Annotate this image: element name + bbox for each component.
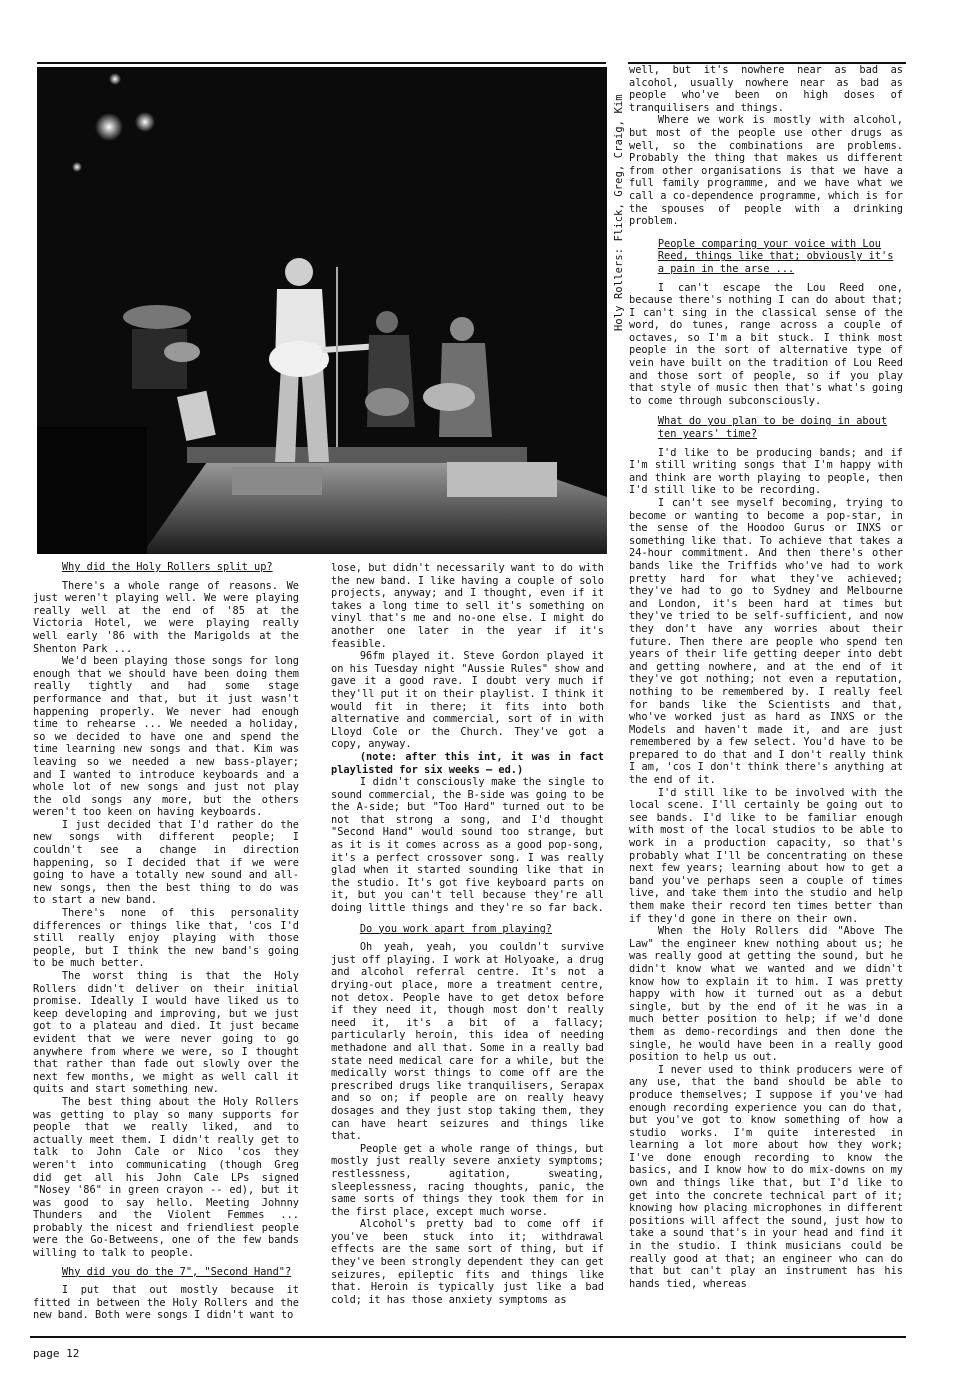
answer-paragraph: I'd still like to be involved with the local scene. I'll certainly be going out to see bands. I'd like to be familiar enough with most of the local studios to be able to work in a production capacity, so that's probably what I'll be concentrating on these next few years; learning about how to get a band you've perhaps seen a couple of times live, and take them into the studio and help them make their record ten times better than if they'd gone in there on their own. [629, 786, 903, 925]
answer-paragraph: lose, but didn't necessarily want to do with the new band. I like having a couple of solo projects, anyway; and I thought, even if it takes a long time to sell it's something on vinyl that's me and no-one else. I might do another one later in the year if it's feasible. [331, 562, 604, 650]
question-heading: Why did you do the 7", "Second Hand"? [61, 1265, 292, 1278]
question-heading: Why did the Holy Rollers split up? [61, 561, 273, 573]
bottom-rule [30, 1336, 906, 1338]
column-3 [629, 64, 903, 1290]
answer-paragraph: I didn't consciously make the single to sound commercial, the B-side was going to be the A-side; but "Too Hard" turned out to be not that strong a song, and I'd thought "Second Hand" would sound too strange, but as it is it comes across as a good pop-song, it's a perfect crossover song. I was really glad when it started sounding like that in the studio. It's got five keyboard parts on it, but you can't tell because they're all doing little things and they're so far back. [331, 776, 604, 915]
stage-light-1 [95, 113, 123, 141]
photo-caption-vertical [613, 66, 627, 331]
answer-paragraph: There's none of this personality differences or things like that, 'cos I'd still really enjoy playing with those people, but I think the new band's going to be much better. [33, 907, 299, 970]
answer-paragraph: When the Holy Rollers did "Above The Law" the engineer knew nothing about us; he was really good at getting the sound, but he didn't know what we wanted and we didn't know how to explain it to him. I was pretty happy with how it turned out as a debut single, but by the end of it he was in a much better position to help; if we'd done them as demo-recordings and then done the single, he would have been in a really good position to help us out. [629, 925, 903, 1064]
answer-paragraph: well, but it's nowhere near as bad as alcohol, usually nowhere near as bad as people who've been on high doses of tranquilisers and things. [629, 64, 903, 114]
answer-paragraph: I can't escape the Lou Reed one, because there's nothing I can do about that; I can't sing in the classical sense of the word, do tunes, range across a couple of octaves, so I'm a bit stuck. I think most people in the sort of alternative type of vein have built on the tradition of Lou Reed and those sort of people, so if you play that style of music then that's what's going to come through subconsciously. [629, 281, 903, 407]
stage-light-2 [135, 112, 155, 132]
column-2 [331, 562, 604, 1306]
band-photo [37, 67, 607, 554]
drum-kit [123, 305, 191, 329]
answer-paragraph: 96fm played it. Steve Gordon played it on his Tuesday night "Aussie Rules" show and gave it a good rave. I doubt very much if they'll put it on their playlist. I think it would fit in there; it fits into both alternative and commercial, sort of in with Lloyd Cole or the Church. They've got a copy, anyway. [331, 650, 604, 751]
answer-paragraph: I'd like to be producing bands; and if I'm still writing songs that I'm happy with and think are worth playing to people, then I'd still like to be recording. [629, 446, 903, 497]
question-heading: Do you work apart from playing? [359, 922, 553, 935]
answer-paragraph: There's a whole range of reasons. We just weren't playing well. We were playing really well at the end of '85 at the Victoria Hotel, we were playing really well early '86 with the Marigolds at the Shenton Park ... [33, 579, 299, 655]
column-1 [33, 558, 299, 1322]
stage-scene [37, 67, 607, 554]
answer-paragraph: Alcohol's pretty bad to come off if you've been stuck into it; withdrawal effects are the same sort of thing, but if they've been strongly dependent they can get seizures, epileptic fits and things like that. Heroin is typically just like a bad cold; it has those anxiety symptoms as [331, 1218, 604, 1306]
answer-paragraph: The best thing about the Holy Rollers was getting to play so many supports for people that we really liked, and to actually meet them. I didn't really get to talk to John Cale or Nico 'cos they weren't into communicating (though Greg did get all his John Cale LPs signed "Nosey '86" in green crayon -- ed), but it was good to say hello. Meeting Johnny Thunders and the Violent Femmes ... probably the nicest and friendliest people were the Go-Betweens, one of the few bands willing to talk to people. [33, 1095, 299, 1260]
answer-paragraph: Oh yeah, yeah, you couldn't survive just off playing. I work at Holyoake, a drug and alcohol referral centre. It's not a drying-out place, more a treatment centre, not detox. People have to get detox before if they need it, though most don't really need it, it's a bit of a fallacy; particularly heroin, this idea of needing methadone and all that. Some in a really bad state need medical care for a while, but the medically worst things to come off are the prescribed drugs like tranquilisers, Serapax and so on; if people are on really heavy dosages and they just stop taking them, they can have heart seizures and things like that. [331, 941, 604, 1143]
answer-paragraph: The worst thing is that the Holy Rollers didn't deliver on their initial promise. Ideally I would have liked us to keep developing and improving, but we just got to a plateau and died. It just became evident that we were never going to go anywhere from where we were, so I thought that rather than fade out slowly over the next few months, we might as well call it quits and start something new. [33, 970, 299, 1096]
question-heading: People comparing your voice with Lou Reed, things like that; obviously it's a pain in the arse ... [657, 237, 894, 275]
monitor-wedge [447, 462, 557, 497]
answer-paragraph: I just decided that I'd rather do the new songs with different people; I couldn't see a change in direction happening, so I decided that if we were going to have a totally new sound and all-new songs, then the best thing to do was to start a new band. [33, 818, 299, 907]
answer-paragraph: I can't see myself becoming, trying to become or wanting to become a pop-star, in the sense of the Hoodoo Gurus or INXS or something like that. To achieve that takes a 24-hour commitment. And then there's other bands like the Triffids who've had to work pretty hard for what they've achieved; they've had to go to Sydney and Melbourne and London, it's been hard at times but they've tried to be self-sufficient, and now they don't have any worries about their future. Then there are people who spend ten years of their life getting deeper into debt and getting nowhere, and at the end of it they've got nothing; not even a reputation, nothing to be remembered by. I really feel for bands like the Scientists and that, who've worked just as hard as INXS or the Models and haven't made it, and are just remembered by a few select. You'd have to be prepared to do that and I don't really think I am, 'cos I don't think there's anything at the end of it. [629, 497, 903, 787]
editor-note: (note: after this int, it was in fact playlisted for six weeks — ed.) [331, 750, 604, 776]
photo-caption-text: Holy Rollers: Flick, Greg, Craig, Kim [613, 94, 625, 331]
answer-paragraph: I never used to think producers were of any use, that the band should be able to produce themselves; I suppose if you've had enough recording experience you can do that, but you've got to know something of how a studio works. I'm quite interested in learning a lot more about how they work; I've done enough recording to know the basics, and I know how to do mix-downs on my own and things like that, but I'd like to get into the concrete technical part of it; knowing how placing microphones in different positions will affect the sound, just how to take a sound that's in your head and find it in the studio. I think musicians could be really good at that; an engineer who can do that but can't play an instrument has his hands tied, whereas [629, 1063, 903, 1290]
page-number: page 12 [33, 1347, 80, 1360]
answer-paragraph: I put that out mostly because it fitted in between the Holy Rollers and the new band. Both were songs I didn't want to [33, 1284, 299, 1322]
answer-paragraph: Where we work is mostly with alcohol, but most of the people use other drugs as well, so the combinations are problems. Probably the thing that makes us different from other organisations is that we have a full family programme, and we have what we call a co-dependence programme, which is for the spouses of people with a drinking problem. [629, 114, 903, 228]
answer-paragraph: We'd been playing those songs for long enough that we should have been doing them really tightly and had some stage performance and that, but it just wasn't happening properly. We never had enough time to rehearse ... We needed a holiday, so we decided to have one and spend the time learning new songs and that. Kim was leaving so we needed a new bass-player; and I wanted to introduce keyboards and a whole lot of new songs and just not play the old songs any more, but the others weren't too keen on having keyboards. [33, 655, 299, 819]
question-heading: What do you plan to be doing in about ten years' time? [657, 415, 888, 441]
answer-paragraph: People get a whole range of things, but mostly just really severe anxiety symptoms; restlessness, agitation, sweating, sleeplessness, racing thoughts, panic, the same sorts of things they took them for in the first place, except much worse. [331, 1142, 604, 1218]
top-rule [37, 62, 606, 64]
